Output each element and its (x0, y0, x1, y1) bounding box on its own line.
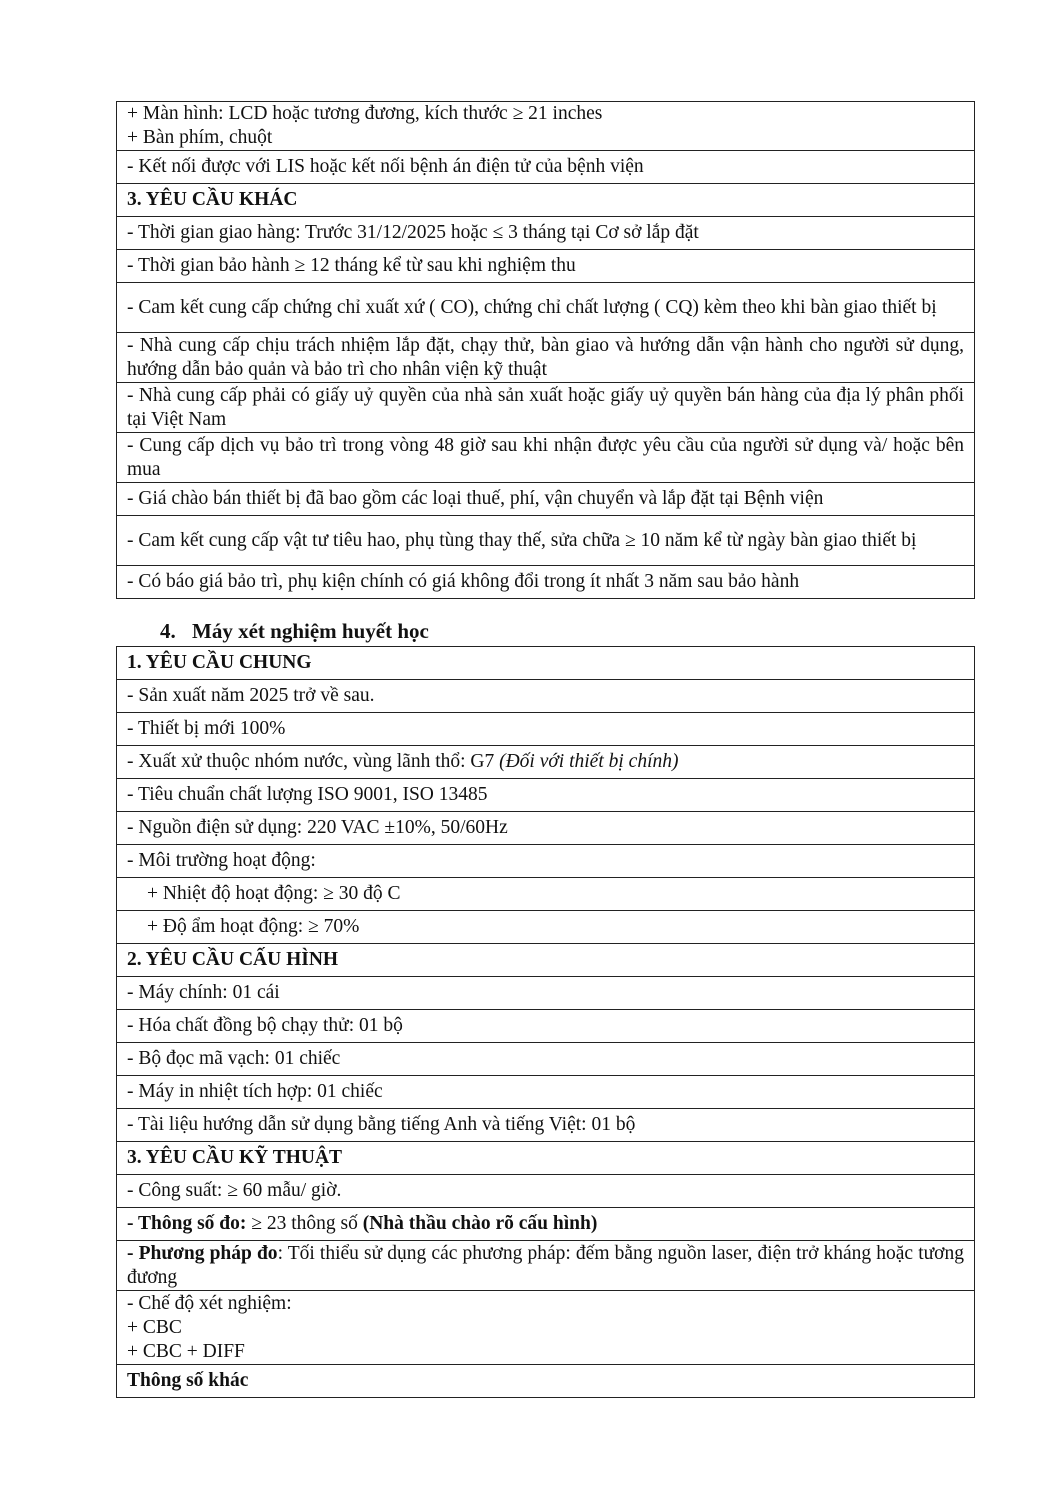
table-row: - Hóa chất đồng bộ chạy thử: 01 bộ (117, 1010, 975, 1043)
section-heading: 1. YÊU CẦU CHUNG (117, 647, 975, 680)
section-heading: 2. YÊU CẦU CẤU HÌNH (117, 944, 975, 977)
section-title: Máy xét nghiệm huyết học (192, 619, 429, 643)
table-row: + Màn hình: LCD hoặc tương đương, kích thước ≥ 21 inches + Bàn phím, chuột (117, 102, 975, 151)
table-row: + Độ ẩm hoạt động: ≥ 70% (117, 911, 975, 944)
table-row: - Nguồn điện sử dụng: 220 VAC ±10%, 50/60Hz (117, 812, 975, 845)
table-row: - Nhà cung cấp phải có giấy uỷ quyền của nhà sản xuất hoặc giấy uỷ quyền bán hàng của địa lý phân phối tại Việt Nam (117, 383, 975, 433)
table-row: - Sản xuất năm 2025 trở về sau. (117, 680, 975, 713)
section-heading: 3. YÊU CẦU KHÁC (117, 184, 975, 217)
table-row: - Có báo giá bảo trì, phụ kiện chính có giá không đổi trong ít nhất 3 năm sau bảo hành (117, 566, 975, 599)
section-heading: 3. YÊU CẦU KỸ THUẬT (117, 1142, 975, 1175)
table-row: - Cung cấp dịch vụ bảo trì trong vòng 48 giờ sau khi nhận được yêu cầu của người sử dụng và/ hoặc bên mua (117, 433, 975, 483)
table-row: - Xuất xử thuộc nhóm nước, vùng lãnh thổ: G7 (Đối với thiết bị chính) (117, 746, 975, 779)
table-row: - Phương pháp đo: Tối thiểu sử dụng các phương pháp: đếm bằng nguồn laser, điện trở kháng hoặc tương đương (117, 1241, 975, 1291)
section-number: 4. (160, 619, 176, 643)
section-heading-4 (160, 617, 429, 645)
section-heading: Thông số khác (117, 1365, 975, 1398)
table-row: + Nhiệt độ hoạt động: ≥ 30 độ C (117, 878, 975, 911)
table-row: - Giá chào bán thiết bị đã bao gồm các loại thuế, phí, vận chuyển và lắp đặt tại Bệnh viện (117, 483, 975, 516)
table-row: - Bộ đọc mã vạch: 01 chiếc (117, 1043, 975, 1076)
table-row: - Thông số đo: ≥ 23 thông số (Nhà thầu chào rõ cấu hình) (117, 1208, 975, 1241)
hematology-analyzer-table (116, 646, 975, 1398)
requirements-table-continued (116, 101, 975, 599)
table-row: - Máy in nhiệt tích hợp: 01 chiếc (117, 1076, 975, 1109)
table-row: - Cam kết cung cấp chứng chỉ xuất xứ ( CO), chứng chỉ chất lượng ( CQ) kèm theo khi bàn giao thiết bị (117, 283, 975, 333)
table-row: - Tiêu chuẩn chất lượng ISO 9001, ISO 13485 (117, 779, 975, 812)
table-row: - Thiết bị mới 100% (117, 713, 975, 746)
table-row: - Tài liệu hướng dẫn sử dụng bằng tiếng Anh và tiếng Việt: 01 bộ (117, 1109, 975, 1142)
table-row: - Thời gian bảo hành ≥ 12 tháng kể từ sau khi nghiệm thu (117, 250, 975, 283)
table-row: - Môi trường hoạt động: (117, 845, 975, 878)
table-row: - Máy chính: 01 cái (117, 977, 975, 1010)
table-row: - Chế độ xét nghiệm: + CBC + CBC + DIFF (117, 1291, 975, 1365)
table-row: - Nhà cung cấp chịu trách nhiệm lắp đặt, chạy thử, bàn giao và hướng dẫn vận hành cho người sử dụng, hướng dẫn bảo quản và bảo trì cho nhân viện kỹ thuật (117, 333, 975, 383)
table-row: - Cam kết cung cấp vật tư tiêu hao, phụ tùng thay thế, sửa chữa ≥ 10 năm kể từ ngày bàn giao thiết bị (117, 516, 975, 566)
table-row: - Kết nối được với LIS hoặc kết nối bệnh án điện tử của bệnh viện (117, 151, 975, 184)
table-row: - Thời gian giao hàng: Trước 31/12/2025 hoặc ≤ 3 tháng tại Cơ sở lắp đặt (117, 217, 975, 250)
table-row: - Công suất: ≥ 60 mẫu/ giờ. (117, 1175, 975, 1208)
